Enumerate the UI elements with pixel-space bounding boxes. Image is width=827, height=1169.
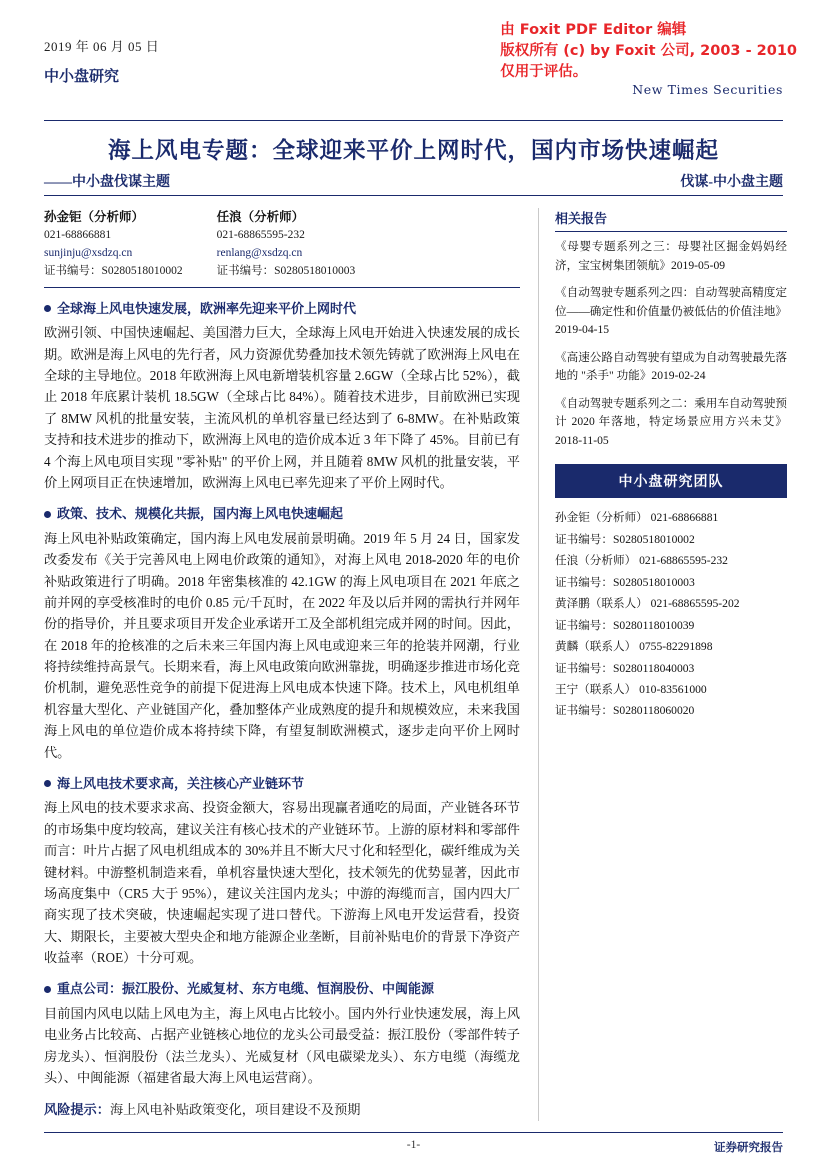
team-member-cert: 证书编号：S0280518010002 [555,532,695,546]
team-member-phone: 010-83561000 [639,682,707,696]
content-columns [44,208,787,1121]
team-member-name: 黄麟（联系人） [555,640,637,654]
section-body-2: 海上风电的技术要求求高、投资金额大，容易出现赢者通吃的局面，产业链各环节的市场集中度均较高，建议关注有核心技术的产业链环节。上游的原材料和零部件而言：叶片占据了风电机组成本的 30%并且不断大尺寸化和轻型化，碳纤维成为关键材料。中游整机制造来看，单机容量快速大型化，技术领先的优势显著，因此市场高度集中（CR5 大于 95%），建议关注国内龙头；中游的海缆而言，国内四大厂商实现了技术突破，快速崛起实现了进口替代。下游海上风电开发运营看，投资大、期限长，主要被大型央企和地方能源企业垄断，目前补贴电价的背景下净资产收益率（ROE）十分可观。 [44,800,520,966]
team-member [555,679,787,700]
section-heading-text: 政策、技术、规模化共振，国内海上风电快速崛起 [57,506,344,522]
section-body-0: 欧洲引领、中国快速崛起、美国潜力巨大，全球海上风电开始进入快速发展的成长期。欧洲是海上风电的先行者，风力资源优势叠加技术领先铸就了欧洲海上风电在全球的主导地位。2018 年欧洲海上风电新增装机容量 2.6GW（全球占比 52%），截止 2018 年底累计装机 18.5GW（全球占比 84%）。随着技术进步，目前欧洲已实现了 8MW 风机的批量安装，主流风机的单机容量已经达到了 6-8MW。在补贴政策支持和技术进步的推动下，欧洲海上风电的造价成本近 3 年下降了 45%。目前已有 4 个海上风电项目实现 "零补贴" 的平价上网，并且随着 8MW 风机的批量安装，平价上网项目正在快速增加，欧洲海上风电已率先迎来了平价上网时代。 [44,325,520,490]
analyst-1 [217,208,356,281]
team-member-phone: 021-68866881 [650,511,719,525]
team-member-phone: 0755-82291898 [639,640,713,654]
analyst-cert: 证书编号：S0280518010003 [216,265,356,277]
team-member-cert: 证书编号：S0280518010003 [555,575,695,589]
risk-label: 风险提示： [44,1102,110,1118]
subtitle-right: 伐谋-中小盘主题 [680,175,783,190]
team-member-cert: 证书编号：S0280118040003 [555,661,695,675]
side-column [538,208,787,1121]
team-member-name: 王宁（联系人） [555,682,637,696]
team-member-name: 黄泽鹏（联系人） [555,597,648,611]
team-member [555,550,787,571]
analyst-name: 孙金钜（分析师） [44,210,145,224]
main-column [44,208,520,1121]
risk-note [44,1099,520,1120]
footer-divider [44,1132,783,1133]
broker-brand: New Times Securities [632,82,783,97]
risk-text: 海上风电补贴政策变化，项目建设不及预期 [109,1102,361,1118]
watermark-line-2: 版权所有 (c) by Foxit 公司, 2003 - 2010 [500,43,797,60]
section-heading-1 [44,504,520,524]
bullet-icon [44,986,51,993]
report-category: 中小盘研究 [44,69,120,85]
analyst-0 [44,208,183,281]
team-member-cert: 证书编号：S0280118010039 [555,618,695,632]
team-member-phone: 021-68865595-232 [639,554,728,568]
bullet-icon [44,511,51,518]
related-report-item[interactable]: 《高速公路自动驾驶有望成为自动驾驶最先落地的 "杀手" 功能》2019-02-24 [555,350,787,383]
analyst-email[interactable]: sunjinju@xsdzq.cn [44,247,133,260]
foxit-watermark [500,20,797,83]
research-team-banner: 中小盘研究团队 [555,464,787,498]
report-date: 2019 年 06 月 05 日 [44,39,160,54]
research-team-list [555,507,787,721]
watermark-line-3: 仅用于评估。 [500,64,588,81]
section-heading-3 [44,979,520,999]
bullet-icon [44,305,51,312]
analyst-phone: 021-68865595-232 [216,229,305,242]
section-heading-0 [44,299,520,319]
section-heading-2 [44,774,520,794]
analyst-cert: 证书编号：S0280518010002 [44,265,183,277]
related-reports-title: 相关报告 [555,208,787,232]
section-body-3: 目前国内风电以陆上风电为主，海上风电占比较小。国内外行业快速发展，海上风电业务占比较高、占据产业链核心地位的龙头公司最受益：振江股份（零部件转子房龙头）、恒润股份（法兰龙头）、光威复材（风电碳梁龙头）、东方电缆（海缆龙头）、中闽能源（福建省最大海上风电运营商）。 [44,1005,520,1086]
section-body-1: 海上风电补贴政策确定，国内海上风电发展前景明确。2019 年 5 月 24 日，国家发改委发布《关于完善风电上网电价政策的通知》，对海上风电 2018-2020 年的电价补贴政策进行了明确。2018 年密集核准的 42.1GW 的海上风电项目在 2021 年底之前并网的享受核准时的电价 0.85 元/千瓦时，在 2022 年及以后并网的需执行并网年份的指导价，并且要求项目开发企业承诺开工及全部机组完成并网的时间。因此，在 2018 年的抢核准的之后未来三年国内海上风电或迎来三年的抢装并网潮，行业将持续维持高景气。长期来看，海上风电政策向欧洲靠拢，明确逐步推进市场化竞价机制，避免恶性竞争的前提下促进海上风电成本快速下降。技术上，风电机组单机容量大型化、产业链国产化，叠加整体产业成熟度的提升和规模效应，未来我国海上风电的单位造价成本将持续下降，有望复制欧洲模式，逐步走向平价上网时代。 [44,530,520,760]
analyst-email[interactable]: renlang@xsdzq.cn [216,247,303,260]
team-member-name: 任浪（分析师） [555,554,637,568]
related-report-item[interactable]: 《自动驾驶专题系列之四：自动驾驶高精度定位——确定性和价值量仍被低估的价值洼地》2019-04-15 [555,286,787,337]
related-report-item[interactable]: 《自动驾驶专题系列之二：乘用车自动驾驶预计 2020 年落地，特定场景应用方兴未艾》2018-11-05 [555,396,787,447]
footer-label: 证券研究报告 [714,1142,783,1154]
section-heading-text: 全球海上风电快速发展，欧洲率先迎来平价上网时代 [57,300,357,316]
subtitle-divider [44,195,783,196]
header-divider [44,120,783,121]
team-member-phone: 021-68865595-202 [650,597,740,611]
team-member-cert: 证书编号：S0280118060020 [555,704,695,718]
analyst-block [44,208,520,288]
section-heading-text: 重点公司：振江股份、光威复材、东方电缆、恒润股份、中闽能源 [57,981,435,997]
document-footer [44,1132,783,1154]
page-number: -1- [406,1139,421,1151]
subtitle-left: ——中小盘伐谋主题 [44,175,170,190]
bullet-icon [44,780,51,787]
team-member [555,507,787,528]
team-member-name: 孙金钜（分析师） [555,511,648,525]
page-title: 海上风电专题：全球迎来平价上网时代，国内市场快速崛起 [107,138,719,163]
related-report-item[interactable]: 《母婴专题系列之三：母婴社区掘金妈妈经济，宝宝树集团领航》2019-05-09 [555,240,787,272]
analyst-name: 任浪（分析师） [216,210,305,224]
watermark-line-1: 由 Foxit PDF Editor 编辑 [500,22,687,38]
section-heading-text: 海上风电技术要求高，关注核心产业链环节 [57,775,305,791]
team-member [555,593,787,614]
subtitle-row [44,171,783,191]
team-member [555,636,787,657]
footer-row [44,1139,783,1154]
analyst-phone: 021-68866881 [44,229,112,242]
